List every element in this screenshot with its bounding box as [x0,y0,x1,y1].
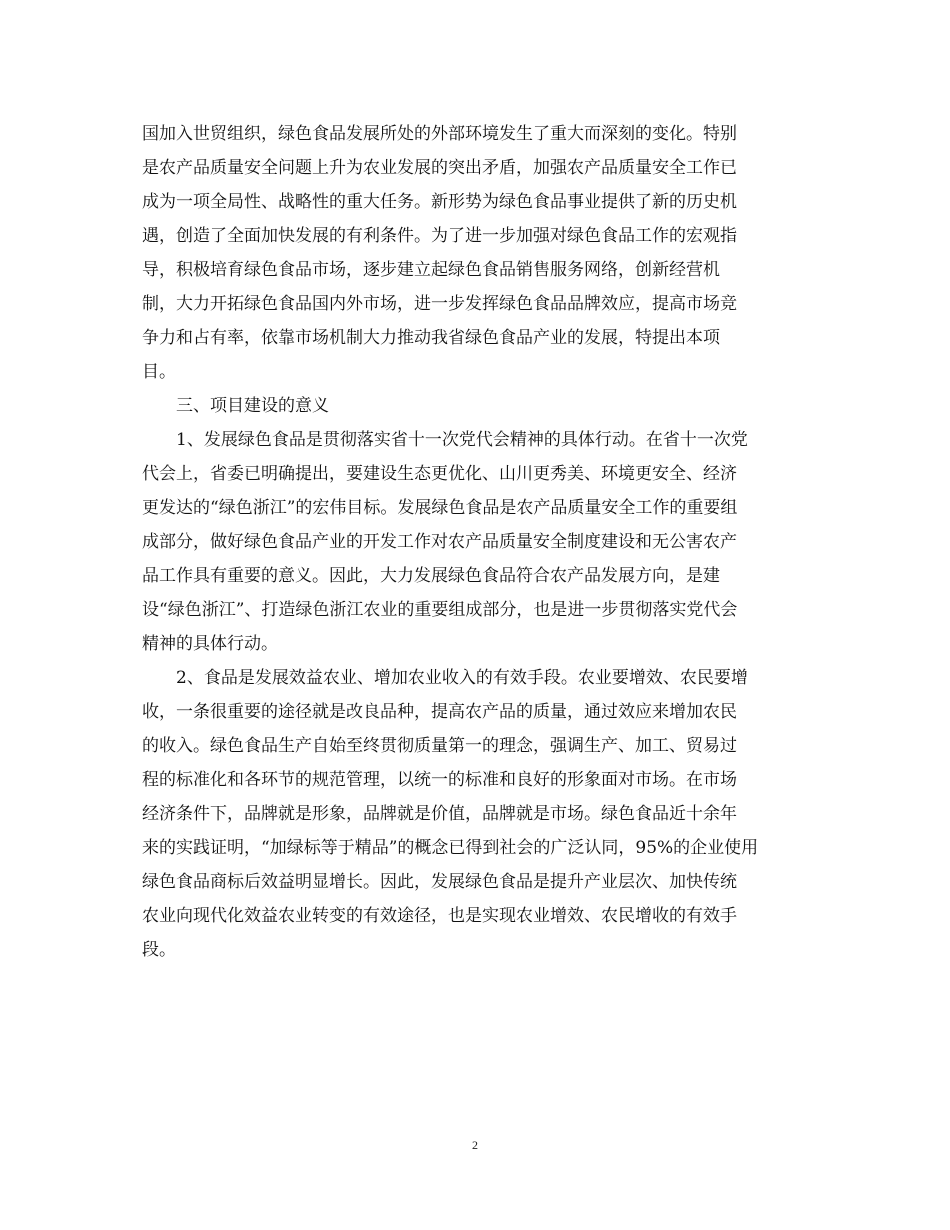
text-line: 经济条件下，品牌就是形象，品牌就是价值，品牌就是市场。绿色食品近十余年 [142,804,737,824]
text-line: 来的实践证明，“加绿标等于精品”的概念已得到社会的广泛认同，95%的企业使用 [142,838,759,858]
text-line: 的收入。绿色食品生产自始至终贯彻质量第一的理念，强调生产、加工、贸易过 [142,736,737,756]
text-line: 更发达的“绿色浙江”的宏伟目标。发展绿色食品是农产品质量安全工作的重要组 [142,498,738,518]
text-line: 精神的具体行动。 [142,634,278,654]
text-line: 是农产品质量安全问题上升为农业发展的突出矛盾，加强农产品质量安全工作已 [142,158,737,178]
text-line: 导，积极培育绿色食品市场，逐步建立起绿色食品销售服务网络，创新经营机 [142,260,720,280]
text-line: 遇，创造了全面加快发展的有利条件。为了进一步加强对绿色食品工作的宏观指 [142,226,737,246]
text-line: 收，一条很重要的途径就是改良品种，提高农产品的质量，通过效应来增加农民 [142,702,737,722]
text-line: 2、食品是发展效益农业、增加农业收入的有效手段。农业要增效、农民要增 [176,668,748,688]
text-line: 成部分，做好绿色食品产业的开发工作对农产品质量安全制度建设和无公害农产 [142,532,737,552]
page-number: 2 [472,1138,478,1152]
text-line: 绿色食品商标后效益明显增长。因此，发展绿色食品是提升产业层次、加快传统 [142,872,737,892]
text-line: 1、发展绿色食品是贯彻落实省十一次党代会精神的具体行动。在省十一次党 [176,430,748,450]
text-line: 代会上，省委已明确提出，要建设生态更优化、山川更秀美、环境更安全、经济 [142,464,737,484]
text-line: 目。 [142,362,176,382]
text-line: 三、项目建设的意义 [176,396,329,416]
text-line: 程的标准化和各环节的规范管理，以统一的标准和良好的形象面对市场。在市场 [142,770,737,790]
text-line: 农业向现代化效益农业转变的有效途径，也是实现农业增效、农民增收的有效手 [142,906,737,926]
text-line: 设“绿色浙江”、打造绿色浙江农业的重要组成部分，也是进一步贯彻落实党代会 [142,600,738,620]
body-text [142,117,812,967]
text-line: 成为一项全局性、战略性的重大任务。新形势为绿色食品事业提供了新的历史机 [142,192,737,212]
text-line: 制，大力开拓绿色食品国内外市场，进一步发挥绿色食品品牌效应，提高市场竞 [142,294,737,314]
text-line: 争力和占有率，依靠市场机制大力推动我省绿色食品产业的发展，特提出本项 [142,328,720,348]
text-line: 国加入世贸组织，绿色食品发展所处的外部环境发生了重大而深刻的变化。特别 [142,124,737,144]
text-line: 段。 [142,940,176,960]
text-line: 品工作具有重要的意义。因此，大力发展绿色食品符合农产品发展方向，是建 [142,566,720,586]
